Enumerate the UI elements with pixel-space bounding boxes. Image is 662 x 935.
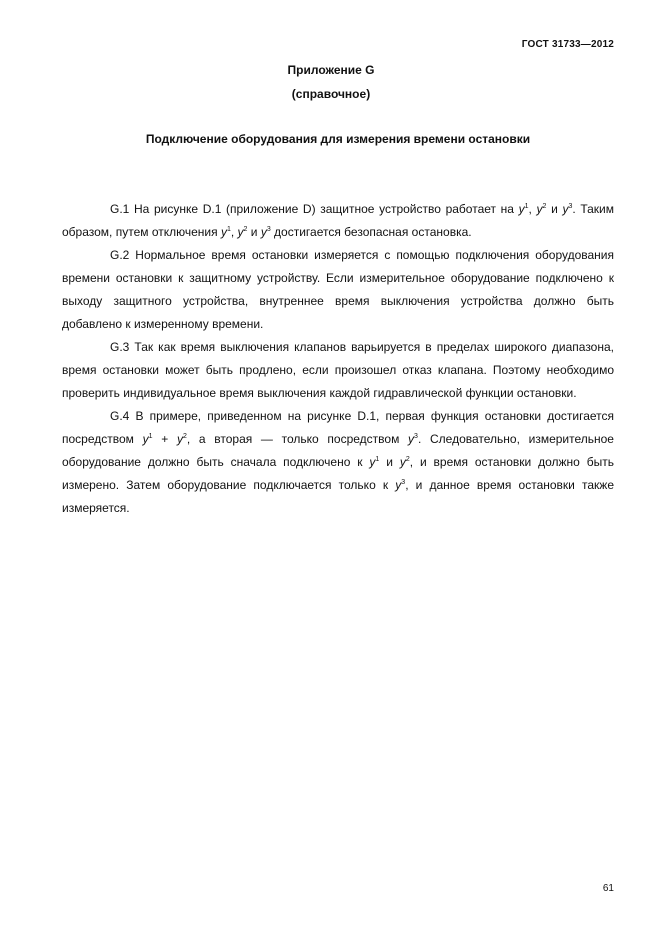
superscript: 2 <box>182 433 187 440</box>
text-run: G.4 В примере, приведенном на рисунке D.1, первая функция остановки достигается посредством <box>62 409 614 446</box>
variable: y <box>408 432 415 446</box>
text-run: . Таким образом, путем отключения <box>62 202 614 239</box>
text-run: , а вторая — только посредством <box>186 432 409 446</box>
text-run: , и время остановки должно быть измерено. Затем оборудование подключается только к <box>62 455 614 492</box>
variable: y <box>395 478 402 492</box>
variable: y <box>562 202 569 216</box>
text-run: , <box>230 225 238 239</box>
variable: y <box>260 225 267 239</box>
text-run: G.1 На рисунке D.1 (приложение D) защитное устройство работает на <box>110 202 519 216</box>
text-run: . Следовательно, измерительное оборудование должно быть сначала подключено к <box>62 432 614 469</box>
superscript: 3 <box>266 226 271 233</box>
superscript: 2 <box>542 203 547 210</box>
variable: y <box>518 202 525 216</box>
superscript: 1 <box>375 456 380 463</box>
superscript: 1 <box>524 203 529 210</box>
text-run: и <box>546 202 563 216</box>
text-run: и <box>379 455 400 469</box>
appendix-type: (справочное) <box>291 87 371 101</box>
text-run: достигается безопасная остановка. <box>270 225 472 239</box>
variable: y <box>399 455 406 469</box>
text-run: + <box>152 432 177 446</box>
variable: y <box>536 202 543 216</box>
paragraph-g4 <box>62 405 614 520</box>
superscript: 3 <box>414 433 418 440</box>
superscript: 3 <box>401 479 406 486</box>
superscript: 2 <box>405 456 410 463</box>
variable: y <box>176 432 183 446</box>
variable: y <box>369 455 376 469</box>
paragraph-g2: G.2 Нормальное время остановки измеряется с помощью подключения оборудования времени остановки к защитному устройству. Если измерительное оборудование подключено к выходу защитного устройства, внутреннее время выключения устройства должно быть добавлено к измеренному времени. <box>62 248 614 331</box>
text-run: , и данное время остановки также измеряется. <box>62 478 614 515</box>
body-text <box>62 198 614 520</box>
superscript: 1 <box>226 226 231 233</box>
variable: y <box>237 225 244 239</box>
variable: y <box>220 225 227 239</box>
superscript: 2 <box>243 226 248 233</box>
text-run: , <box>528 202 537 216</box>
appendix-label: Приложение G <box>287 63 375 77</box>
paragraph-g3: G.3 Так как время выключения клапанов варьируется в пределах широкого диапазона, время остановки может быть продлено, если произошел отказ клапана. Поэтому необходимо проверить индивидуальное время выключения каждой гидравлической функции остановки. <box>62 340 614 400</box>
superscript: 1 <box>148 433 153 440</box>
standard-header: ГОСТ 31733—2012 <box>521 39 614 50</box>
variable: y <box>142 432 149 446</box>
paragraph-g1 <box>62 198 614 244</box>
superscript: 3 <box>568 203 573 210</box>
page-number: 61 <box>602 883 614 894</box>
section-title: Подключение оборудования для измерения времени остановки <box>145 132 531 146</box>
text-run: и <box>247 225 261 239</box>
